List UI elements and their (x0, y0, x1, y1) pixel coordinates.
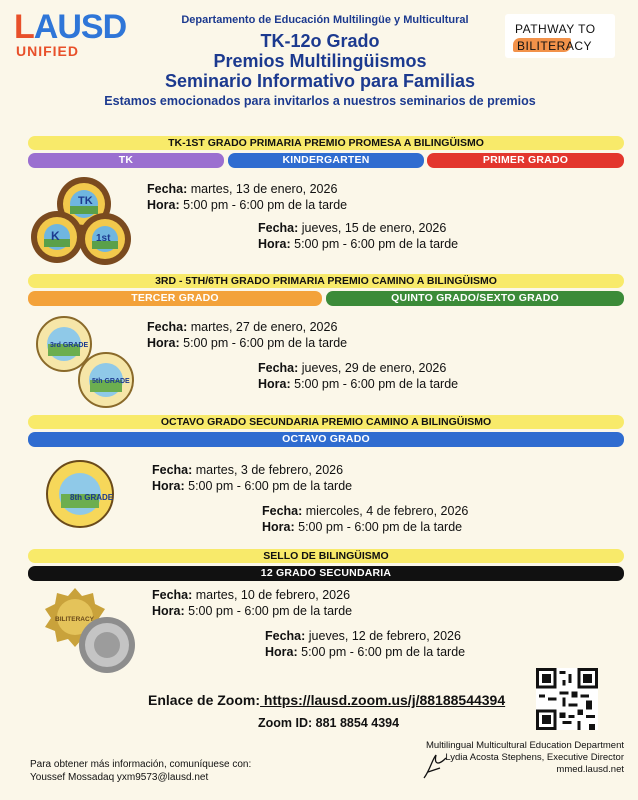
lausd-logo-text: L (14, 8, 34, 46)
event-2b-time: Hora: 5:00 pm - 6:00 pm de la tarde (258, 377, 459, 391)
grade-pill-tk: TK (28, 153, 224, 168)
eighth-medal-mark: 8th GRADE (70, 493, 114, 502)
grade-pill-tercer: TERCER GRADO (28, 291, 322, 306)
grade-pill-primer: PRIMER GRADO (427, 153, 624, 168)
zoom-label: Enlace de Zoom: (148, 692, 261, 708)
page-title-line2: Premios Multilingüismos (213, 51, 427, 71)
zoom-id: Zoom ID: 881 8854 4394 (258, 716, 400, 730)
event-4a-time: Hora: 5:00 pm - 6:00 pm de la tarde (152, 604, 353, 618)
event-2a-date: Fecha: martes, 27 de enero, 2026 (147, 320, 338, 334)
zoom-link[interactable]: https://lausd.zoom.us/j/88188544394 (260, 692, 506, 708)
tagline: Estamos emocionados para invitarlos a nuestros seminarios de premios (104, 94, 536, 108)
section-title-octavo: OCTAVO GRADO SECUNDARIA PREMIO CAMINO A BILINGÜISMO (28, 415, 624, 429)
qr-code-icon[interactable] (536, 668, 598, 730)
section-title-sello: SELLO DE BILINGÜISMO (28, 549, 624, 563)
tk-medal-mark: TK (78, 195, 93, 207)
contact-info: Para obtener más información, comuníquese con: Youssef Mossadaq yxm9573@lausd.net (30, 759, 252, 783)
lausd-logo-sub: UNIFIED (16, 43, 79, 59)
grade-pill-octavo: OCTAVO GRADO (28, 432, 624, 447)
event-1a-time: Hora: 5:00 pm - 6:00 pm de la tarde (147, 198, 348, 212)
first-medal-mark: 1st (96, 233, 111, 244)
event-4a-date: Fecha: martes, 10 de febrero, 2026 (152, 588, 351, 602)
grade-pill-kindergarten: KINDERGARTEN (228, 153, 424, 168)
event-3b-date: Fecha: miercoles, 4 de febrero, 2026 (262, 504, 469, 518)
department-signature: Multilingual Multicultural Education Department Lydia Acosta Stephens, Executive Director mmed.lausd.net (425, 740, 624, 775)
section-title-tk1: TK-1ST GRADO PRIMARIA PREMIO PROMESA A BILINGÜISMO (28, 136, 624, 150)
grade-pill-quinto-sexto: QUINTO GRADO/SEXTO GRADO (326, 291, 624, 306)
event-4b-date: Fecha: jueves, 12 de febrero, 2026 (265, 629, 461, 643)
page-title-line3: Seminario Informativo para Familias (164, 71, 476, 91)
event-1a-date: Fecha: martes, 13 de enero, 2026 (147, 182, 338, 196)
event-2a-time: Hora: 5:00 pm - 6:00 pm de la tarde (147, 336, 348, 350)
fifth-medal-mark: 5th GRADE (92, 378, 130, 385)
silver-seal-icon (78, 616, 136, 674)
event-3a-time: Hora: 5:00 pm - 6:00 pm de la tarde (152, 479, 353, 493)
event-2b-date: Fecha: jueves, 29 de enero, 2026 (258, 361, 447, 375)
pathway-logo (505, 14, 615, 58)
department-name: Departamento de Educación Multilingüe y Multicultural (181, 14, 469, 26)
grade-pill-12: 12 GRADO SECUNDARIA (28, 566, 624, 581)
event-1b-date: Fecha: jueves, 15 de enero, 2026 (258, 221, 447, 235)
event-3b-time: Hora: 5:00 pm - 6:00 pm de la tarde (262, 520, 463, 534)
event-1b-time: Hora: 5:00 pm - 6:00 pm de la tarde (258, 237, 459, 251)
event-4b-time: Hora: 5:00 pm - 6:00 pm de la tarde (265, 645, 466, 659)
event-3a-date: Fecha: martes, 3 de febrero, 2026 (152, 463, 344, 477)
pathway-logo-line1: PATHWAY TO (515, 22, 596, 36)
state-seal-text: BILITERACY (55, 616, 94, 623)
k-medal-mark: K (51, 229, 60, 243)
page-title-line1: TK-12o Grado (260, 31, 380, 51)
pathway-logo-line2: BILITERACY (517, 39, 593, 53)
lausd-logo-rest: AUSD (33, 8, 127, 46)
third-medal-mark: 3rd GRADE (50, 342, 89, 349)
zoom-line (148, 692, 505, 708)
section-title-3rd-5th: 3RD - 5TH/6TH GRADO PRIMARIA PREMIO CAMINO A BILINGÜISMO (28, 274, 624, 288)
